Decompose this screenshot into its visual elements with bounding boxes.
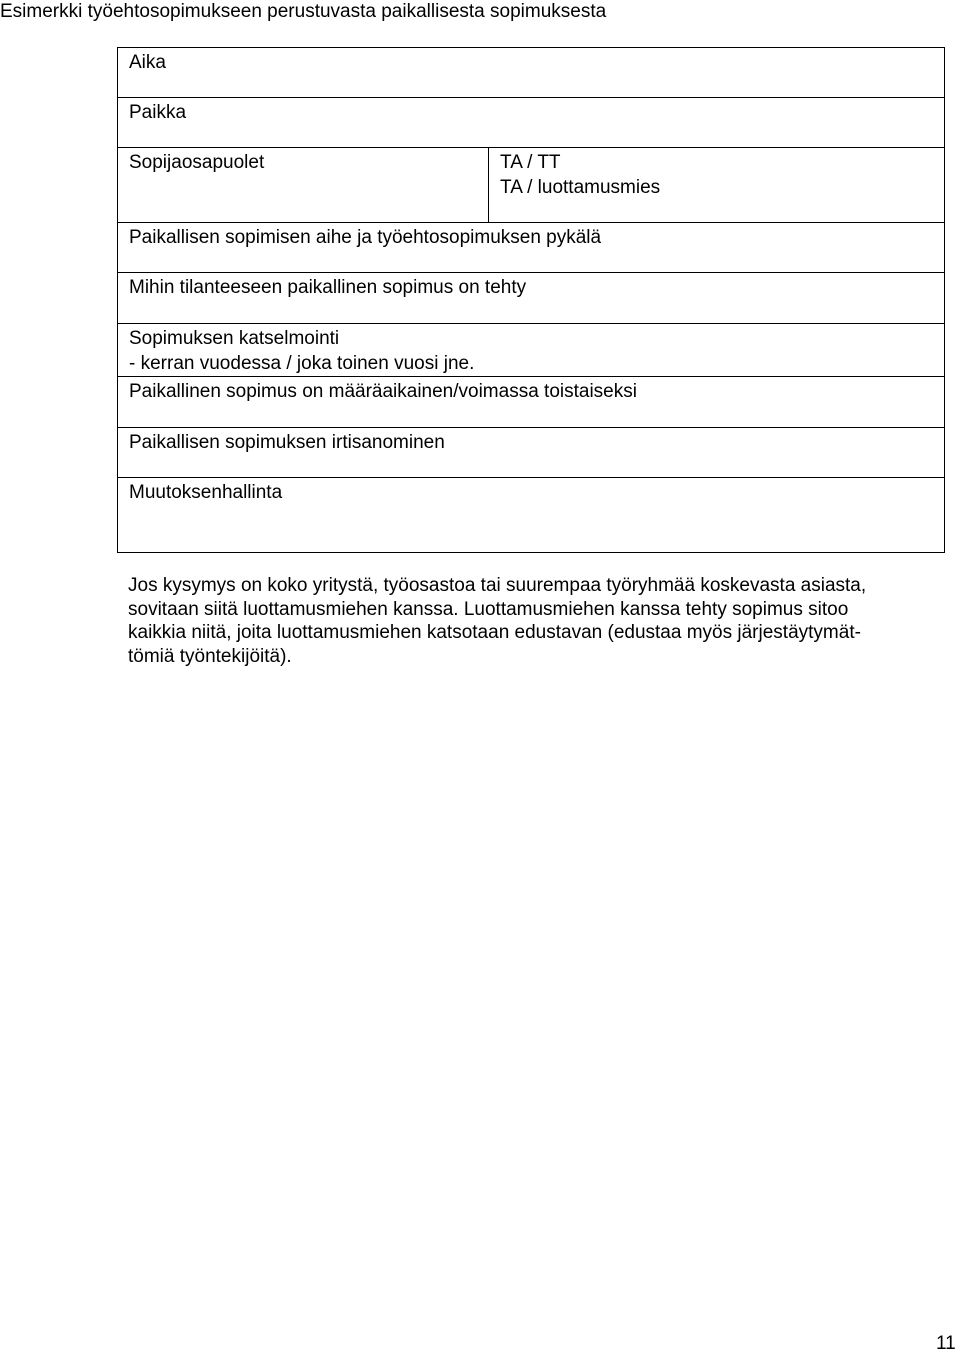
document-title: Esimerkki työehtosopimukseen perustuvasta paikallisesta sopimuksesta bbox=[0, 1, 607, 22]
form-cell-muutoksenhallinta[interactable] bbox=[118, 478, 945, 553]
form-row-muutoksenhallinta bbox=[118, 478, 945, 553]
label-aihe: Paikallisen sopimisen aihe ja työehtosopimuksen pykälä bbox=[129, 227, 602, 248]
form-cell-aihe[interactable] bbox=[118, 223, 945, 273]
katselmointi-detail: - kerran vuodessa / joka toinen vuosi jne. bbox=[129, 353, 475, 374]
agreement-form-table bbox=[117, 47, 945, 553]
label-katselmointi: Sopimuksen katselmointi bbox=[129, 328, 340, 349]
form-row-voimassaolo bbox=[118, 377, 945, 428]
form-row-aihe bbox=[118, 223, 945, 273]
form-row-aika bbox=[118, 48, 945, 98]
label-sopijaosapuolet: Sopijaosapuolet bbox=[129, 152, 265, 173]
label-aika: Aika bbox=[129, 52, 166, 73]
note-line: kaikkia niitä, joita luottamusmiehen katsotaan edustavan (edustaa myös järjestäytymät- bbox=[128, 622, 861, 643]
label-muutoksenhallinta: Muutoksenhallinta bbox=[129, 482, 283, 503]
label-voimassaolo: Paikallinen sopimus on määräaikainen/voimassa toistaiseksi bbox=[129, 381, 637, 402]
form-row-irtisanominen bbox=[118, 428, 945, 478]
form-cell-irtisanominen[interactable] bbox=[118, 428, 945, 478]
label-paikka: Paikka bbox=[129, 102, 187, 123]
form-row-paikka bbox=[118, 98, 945, 148]
form-row-sopijaosapuolet bbox=[118, 148, 945, 223]
page-number: 11 bbox=[936, 1333, 956, 1354]
label-tilanne: Mihin tilanteeseen paikallinen sopimus on tehty bbox=[129, 277, 527, 298]
form-cell-sopijaosapuolet-label bbox=[118, 148, 489, 223]
option-ta-tt: TA / TT bbox=[500, 152, 561, 173]
form-cell-sopijaosapuolet-options[interactable] bbox=[489, 148, 945, 223]
form-cell-tilanne[interactable] bbox=[118, 273, 945, 324]
label-irtisanominen: Paikallisen sopimuksen irtisanominen bbox=[129, 432, 445, 453]
form-cell-paikka[interactable] bbox=[118, 98, 945, 148]
note-line: Jos kysymys on koko yritystä, työosastoa tai suurempaa työryhmää koskevasta asiasta, bbox=[128, 575, 867, 596]
option-ta-luottamusmies: TA / luottamusmies bbox=[500, 177, 661, 198]
form-row-katselmointi bbox=[118, 324, 945, 377]
form-cell-aika[interactable] bbox=[118, 48, 945, 98]
form-cell-katselmointi[interactable] bbox=[118, 324, 945, 377]
note-line: tömiä työntekijöitä). bbox=[128, 645, 292, 667]
note-paragraph bbox=[128, 574, 954, 668]
note-line: sovitaan siitä luottamusmiehen kanssa. Luottamusmiehen kanssa tehty sopimus sitoo bbox=[128, 598, 849, 620]
form-row-tilanne bbox=[118, 273, 945, 324]
form-cell-voimassaolo[interactable] bbox=[118, 377, 945, 428]
